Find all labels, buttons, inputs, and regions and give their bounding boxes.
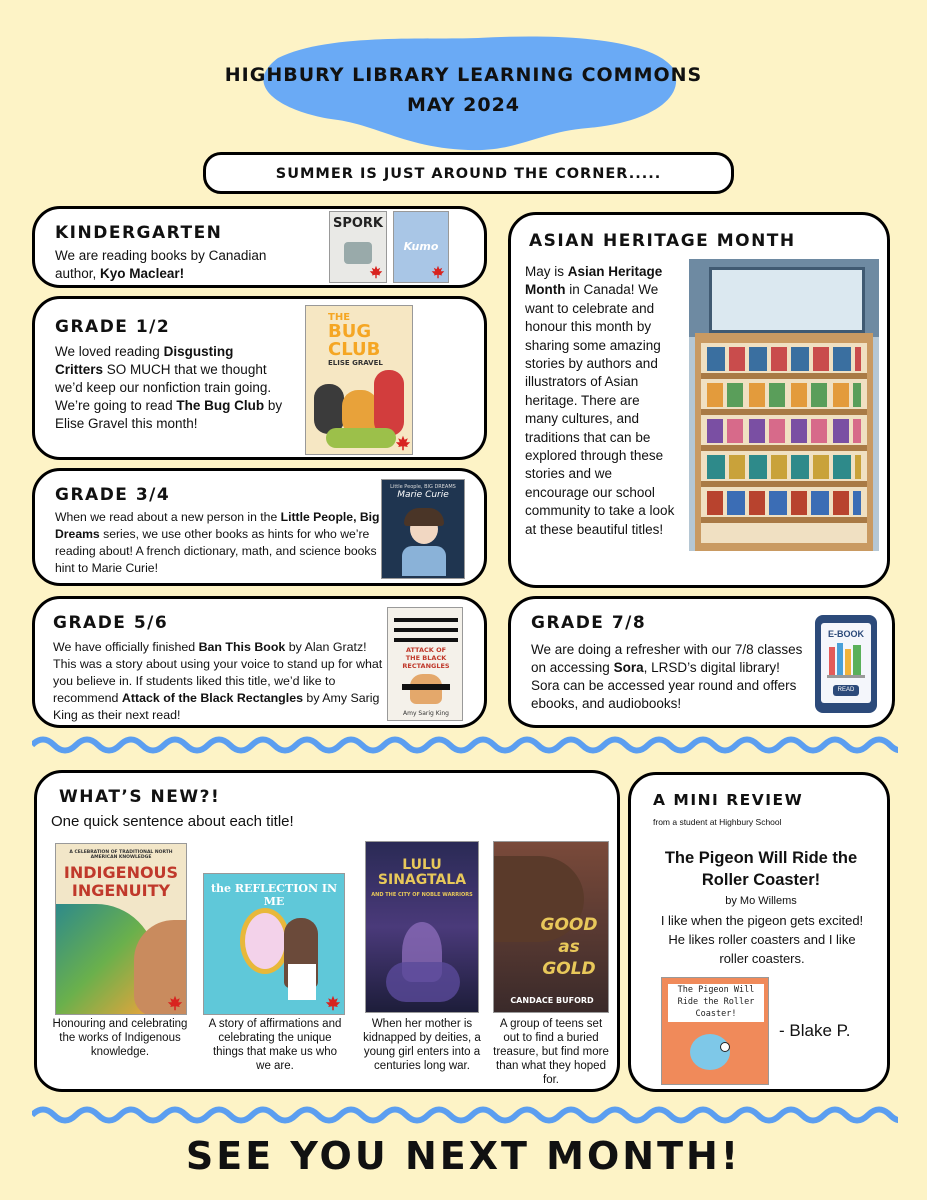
grade-5-6-section: [32, 596, 487, 728]
footer-text: SEE YOU NEXT MONTH!: [185, 1134, 742, 1178]
grade-1-2-heading: GRADE 1/2: [55, 317, 171, 337]
marie-curie-title: Marie Curie: [397, 490, 449, 500]
g56-t1: We have officially finished: [53, 640, 199, 654]
g12-t3: SO MUCH that we thought we’d keep our nonfiction train going. We’re going to read: [55, 362, 272, 413]
spork-cover-title: SPORK: [332, 216, 384, 231]
maple-leaf-icon: [431, 265, 445, 279]
wave-divider: [32, 734, 898, 756]
grade-7-8-text: [531, 641, 811, 713]
page-title-line1: HIGHBURY LIBRARY LEARNING COMMONS: [224, 64, 703, 86]
book1-cover-top: A CELEBRATION OF TRADITIONAL NORTH AMERICAN KNOWLEDGE: [69, 850, 173, 860]
grade-7-8-section: [508, 596, 895, 728]
summer-banner: [203, 152, 734, 194]
mini-review-text: I like when the pigeon gets excited! He likes roller coasters and I like roller coasters.: [660, 913, 864, 966]
book2-caption: A story of affirmations and celebrating the unique things that make us who we are.: [208, 1018, 342, 1072]
mini-review-section: [628, 772, 890, 1092]
g12-t5: by Elise Gravel this month!: [55, 398, 283, 431]
bookshelf-photo: [689, 259, 879, 551]
asian-heritage-text: [525, 263, 675, 539]
maple-leaf-icon: [369, 265, 383, 279]
black-rectangles-author: Amy Sarig King: [403, 710, 449, 717]
g56-t4: Attack of the Black Rectangles: [121, 691, 303, 705]
g12-t2: Disgusting Critters: [55, 344, 234, 377]
maple-leaf-icon: [395, 435, 411, 451]
bug-club-line3: CLUB: [328, 339, 381, 360]
mini-review-heading: A MINI REVIEW: [653, 791, 804, 809]
grade-3-4-heading: GRADE 3/4: [55, 485, 171, 505]
g12-t1: We loved reading: [55, 344, 164, 359]
kindergarten-section: [32, 206, 487, 288]
g34-t1: When we read about a new person in the: [55, 510, 281, 524]
good-as-gold-cover: [493, 841, 609, 1013]
g56-t3: by Alan Gratz! This was a story about using your voice to stand up for what you believe in. If students liked this title, we’d like to recommend: [53, 640, 383, 705]
maple-leaf-icon: [167, 995, 183, 1011]
kumo-cover-title: Kumo: [403, 240, 439, 253]
indigenous-ingenuity-cover: [55, 843, 187, 1015]
reflection-in-me-cover: [203, 873, 345, 1015]
asian-t3: in Canada! We want to celebrate and honour this month by sharing some amazing stories by authors and illustrators of Asian heritage. There are many cultures, and traditions that can be explored through these stories and we encourage our school community to take a look at these beautiful titles!: [525, 282, 675, 537]
asian-heritage-heading: ASIAN HERITAGE MONTH: [529, 231, 796, 251]
marie-curie-cover: [381, 479, 465, 579]
page-title-line2: MAY 2024: [406, 94, 521, 116]
bug-club-author: ELISE GRAVEL: [328, 359, 383, 367]
book4-cover-author: CANDACE BUFORD: [510, 996, 594, 1005]
whats-new-subtitle: One quick sentence about each title!: [51, 813, 294, 830]
g78-t2: Sora: [613, 660, 644, 675]
kindergarten-author: Kyo Maclear!: [100, 266, 185, 281]
asian-t1: May is: [525, 264, 568, 279]
review-signature: - Blake P.: [779, 1021, 851, 1040]
pigeon-cover: [661, 977, 769, 1085]
whats-new-heading: WHAT’S NEW?!: [59, 787, 221, 807]
grade-1-2-text: [55, 343, 285, 433]
lulu-sinagtala-cover: [365, 841, 479, 1013]
pigeon-cover-title: The Pigeon Will Ride the Roller Coaster!: [677, 985, 755, 1019]
book4-caption: A group of teens set out to find a buried treasure, but find more than what they hoped for.: [493, 1018, 609, 1086]
book4-cover-title: GOOD as GOLD: [540, 915, 598, 979]
black-rectangles-title: ATTACK OF THE BLACK RECTANGLES: [402, 646, 450, 670]
kindergarten-heading: KINDERGARTEN: [55, 223, 223, 243]
g56-t5: by Amy Sarig King as their next read!: [53, 691, 380, 722]
wave-divider: [32, 1104, 898, 1126]
grade-5-6-text: [53, 639, 391, 724]
maple-leaf-icon: [325, 995, 341, 1011]
g78-t3: , LRSD’s digital library! Sora can be accessed year round and offers ebooks, and audiobooks!: [531, 660, 797, 711]
page-title: [200, 60, 727, 120]
grade-3-4-text: [55, 509, 381, 577]
grade-1-2-section: [32, 296, 487, 460]
grade-7-8-heading: GRADE 7/8: [531, 613, 647, 633]
bug-club-line2: BUG: [328, 321, 372, 342]
g56-t2: Ban This Book: [198, 640, 286, 654]
marie-curie-series: Little People, BIG DREAMS: [390, 484, 456, 490]
mini-review-book-title: The Pigeon Will Ride the Roller Coaster!: [664, 849, 858, 889]
book3-cover-sub: AND THE CITY OF NOBLE WARRIORS: [371, 892, 473, 898]
g34-t3: series, we use other books as hints for who we’re reading about! A french dictionary, math, and science books hint to Marie Curie!: [55, 527, 377, 575]
book3-caption: When her mother is kidnapped by deities, a young girl enters into a centuries long war.: [363, 1018, 481, 1072]
ebook-read-button: READ: [833, 685, 859, 696]
ebook-label: E-BOOK: [828, 629, 864, 639]
kindergarten-text: [55, 247, 305, 283]
summer-banner-text: SUMMER IS JUST AROUND THE CORNER.....: [275, 166, 662, 182]
bug-club-cover: [305, 305, 413, 455]
book1-caption: Honouring and celebrating the works of Indigenous knowledge.: [52, 1018, 188, 1058]
mini-review-author: by Mo Willems: [725, 895, 797, 907]
g34-t2: Little People, Big Dreams: [55, 510, 380, 541]
grade-5-6-heading: GRADE 5/6: [53, 613, 169, 633]
bug-club-line1: THE: [328, 312, 351, 323]
black-rectangles-cover: [387, 607, 463, 721]
asian-heritage-section: [508, 212, 890, 588]
mini-review-from: from a student at Highbury School: [653, 817, 782, 827]
book3-cover-title: LULU SINAGTALA: [377, 857, 467, 888]
g12-t4: The Bug Club: [176, 398, 265, 413]
book1-cover-title: INDIGENOUS INGENUITY: [63, 863, 179, 900]
whats-new-section: [34, 770, 620, 1092]
g78-t1: We are doing a refresher with our 7/8 classes on accessing: [531, 642, 803, 675]
ebook-tablet-icon: [815, 615, 877, 713]
grade-3-4-section: [32, 468, 487, 586]
kindergarten-text-a: We are reading books by Canadian author,: [55, 248, 267, 281]
book2-cover-title: the REFLECTION IN ME: [210, 882, 338, 908]
asian-t2: Asian Heritage Month: [525, 264, 663, 298]
